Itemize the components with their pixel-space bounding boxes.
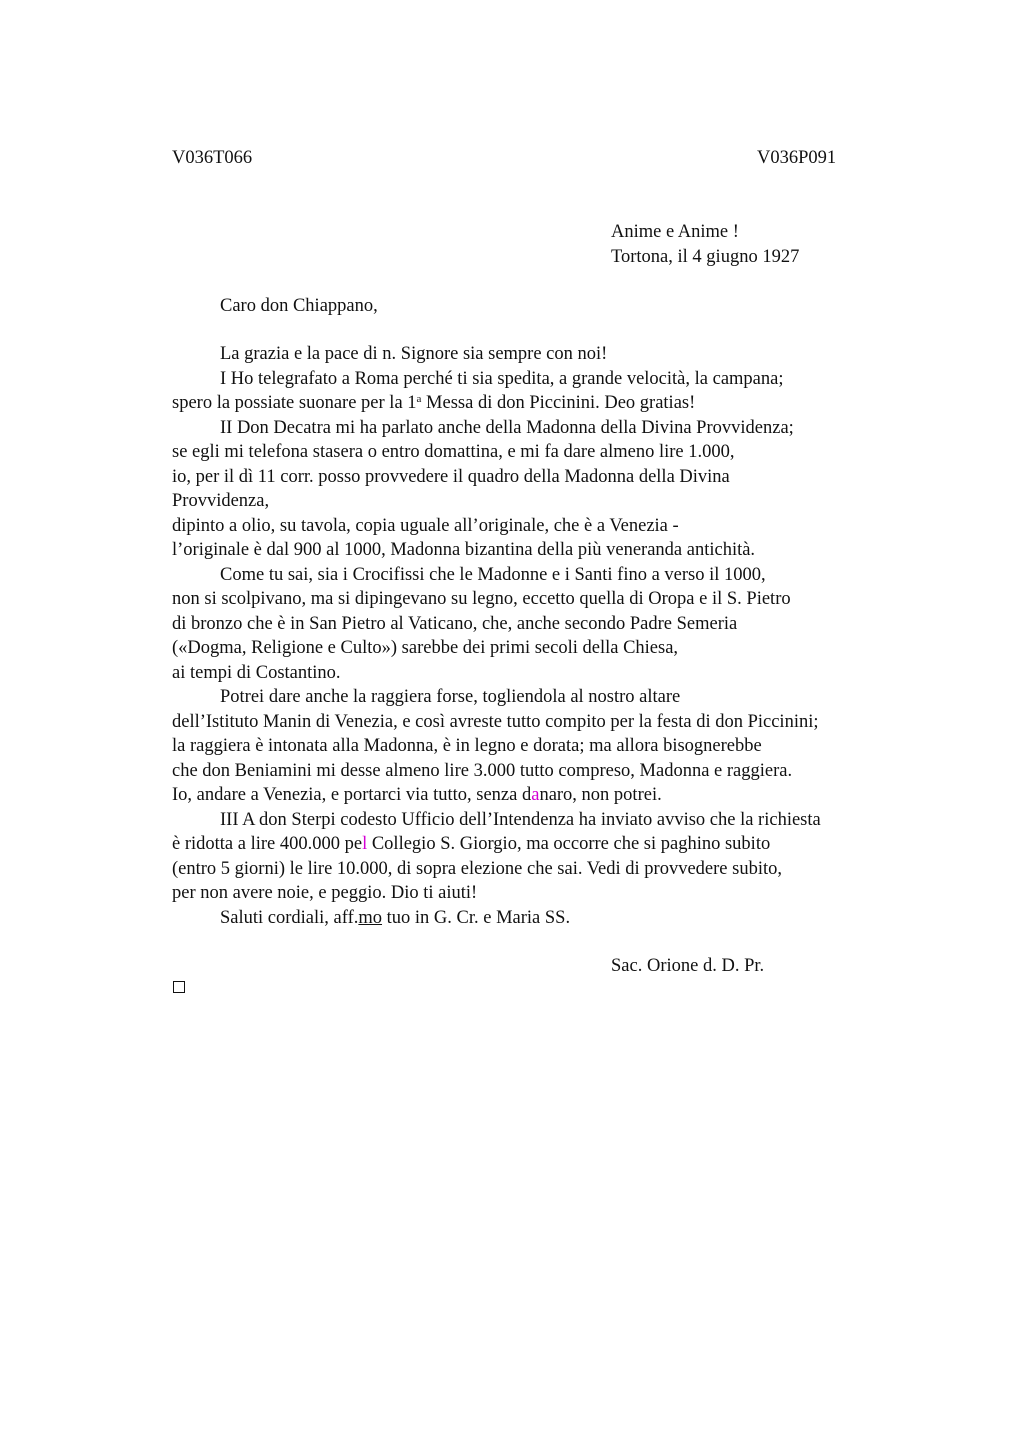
letter-header [611, 220, 799, 269]
signature: Sac. Orione d. D. Pr. [611, 956, 765, 976]
body-line: ai tempi di Costantino. [172, 662, 341, 683]
body-text: Messa di don Piccinini. Deo gratias! [421, 393, 696, 413]
superscript: a [416, 393, 422, 405]
body-line: La grazia e la pace di n. Signore sia sempre con noi! [220, 344, 608, 364]
body-line: dell’Istituto Manin di Venezia, e così avreste tutto compito per la festa di don Piccinini; [172, 711, 819, 732]
body-text: spero la possiate suonare per la 1 [172, 393, 417, 413]
body-text: naro, non potrei. [539, 785, 662, 805]
body-text: Saluti cordiali, aff. [220, 907, 359, 928]
body-line: non si scolpivano, ma si dipingevano su legno, eccetto quella di Oropa e il S. Pietro [172, 589, 791, 609]
body-line: III A don Sterpi codesto Ufficio dell’Intendenza ha inviato avviso che la richiesta [220, 809, 821, 830]
body-line [172, 906, 912, 931]
document-code-right: V036P091 [757, 148, 837, 168]
body-line: la raggiera è intonata alla Madonna, è in legno e dorata; ma allora bisognerebbe [172, 736, 762, 756]
highlighted-letter: a [531, 785, 540, 805]
body-line: l’originale è dal 900 al 1000, Madonna bizantina della più veneranda antichità. [172, 540, 756, 560]
body-text: è ridotta a lire 400.000 pe [172, 834, 363, 854]
body-text: Collegio S. Giorgio, ma occorre che si paghino subito [367, 834, 771, 854]
body-line: (entro 5 giorni) le lire 10.000, di sopra elezione che sai. Vedi di provvedere subito, [172, 858, 782, 879]
body-line: II Don Decatra mi ha parlato anche della Madonna della Divina Provvidenza; [220, 417, 794, 438]
body-line [172, 783, 912, 808]
body-line [172, 832, 912, 857]
document-code-left: V036T066 [172, 148, 253, 168]
body-line [172, 391, 912, 416]
underlined-text: mo [358, 907, 383, 928]
body-line: («Dogma, Religione e Culto») sarebbe dei primi secoli della Chiesa, [172, 638, 679, 658]
body-line: dipinto a olio, su tavola, copia uguale all’originale, che è a Venezia - [172, 515, 679, 536]
body-line: Provvidenza, [172, 491, 270, 511]
body-text: Io, andare a Venezia, e portarci via tutto, senza d [172, 785, 532, 805]
letter-title: Anime e Anime ! [611, 222, 739, 242]
place-date: Tortona, il 4 giugno 1927 [611, 246, 800, 267]
body-line: io, per il dì 11 corr. posso provvedere il quadro della Madonna della Divina [172, 466, 730, 487]
body-line: che don Beniamini mi desse almeno lire 3.000 tutto compreso, Madonna e raggiera. [172, 760, 793, 781]
body-line: I Ho telegrafato a Roma perché ti sia spedita, a grande velocità, la campana; [220, 368, 784, 389]
body-line: per non avere noie, e peggio. Dio ti aiuti! [172, 883, 478, 903]
letter-body [172, 342, 912, 930]
checkbox-square-icon [173, 981, 185, 993]
body-text: tuo in G. Cr. e Maria SS. [382, 907, 571, 928]
body-line: di bronzo che è in San Pietro al Vaticano, che, anche secondo Padre Semeria [172, 613, 738, 634]
body-line: Come tu sai, sia i Crocifissi che le Madonne e i Santi fino a verso il 1000, [220, 564, 766, 585]
salutation: Caro don Chiappano, [220, 296, 378, 316]
body-line: Potrei dare anche la raggiera forse, togliendola al nostro altare [220, 687, 681, 707]
highlighted-letter: l [362, 834, 368, 854]
body-line: se egli mi telefona stasera o entro domattina, e mi fa dare almeno lire 1.000, [172, 442, 735, 462]
